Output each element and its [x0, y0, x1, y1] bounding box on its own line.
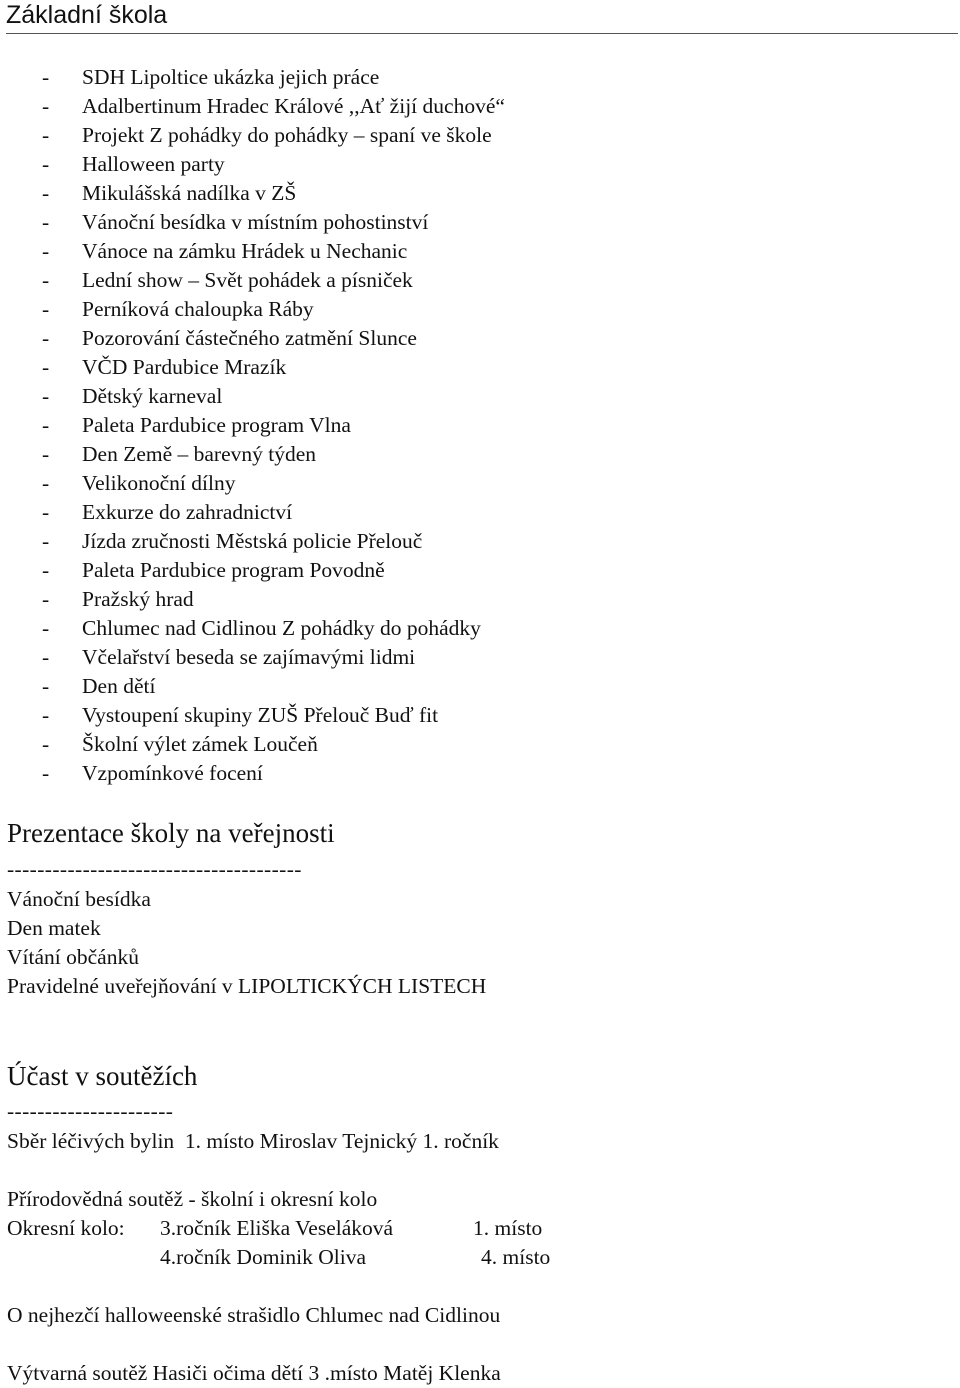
event-text: SDH Lipoltice ukázka jejich práce: [82, 65, 380, 89]
event-text: VČD Pardubice Mrazík: [82, 355, 287, 379]
list-item: [42, 92, 505, 121]
event-text: Vánoce na zámku Hrádek u Nechanic: [82, 239, 408, 263]
list-item: [42, 440, 505, 469]
list-marker: -: [42, 152, 50, 176]
list-marker: -: [42, 94, 50, 118]
list-marker: -: [42, 210, 50, 234]
list-item: [42, 759, 505, 788]
list-item: [42, 150, 505, 179]
event-text: Vystoupení skupiny ZUŠ Přelouč Buď fit: [82, 703, 439, 727]
event-text: Halloween party: [82, 152, 225, 176]
event-text: Včelařství beseda se zajímavými lidmi: [82, 645, 416, 669]
list-marker: -: [42, 500, 50, 524]
list-item: [42, 121, 505, 150]
presentation-divider: ---------------------------------------: [7, 857, 302, 881]
event-text: Jízda zručnosti Městská policie Přelouč: [82, 529, 423, 553]
list-item: [42, 614, 505, 643]
list-item: [42, 527, 505, 556]
event-text: Adalbertinum Hradec Králové ,,Ať žijí duchové“: [82, 94, 505, 118]
event-text: Exkurze do zahradnictví: [82, 500, 293, 524]
list-item: [42, 237, 505, 266]
presentation-item: Vítání občánků: [7, 945, 139, 969]
list-item: [42, 208, 505, 237]
event-text: Paleta Pardubice program Povodně: [82, 558, 385, 582]
list-marker: -: [42, 703, 50, 727]
list-item: [42, 672, 505, 701]
list-marker: -: [42, 181, 50, 205]
list-item: [42, 382, 505, 411]
list-item: [42, 585, 505, 614]
district-label: Okresní kolo:: [7, 1216, 131, 1240]
presentation-item: Den matek: [7, 916, 101, 940]
event-text: Dětský karneval: [82, 384, 223, 408]
list-marker: -: [42, 297, 50, 321]
event-text: Vánoční besídka v místním pohostinství: [82, 210, 429, 234]
presentation-item: Vánoční besídka: [7, 887, 151, 911]
list-marker: -: [42, 268, 50, 292]
list-marker: -: [42, 239, 50, 263]
presentation-item: Pravidelné uveřejňování v LIPOLTICKÝCH LISTECH: [7, 974, 487, 998]
list-item: [42, 353, 505, 382]
list-item: [42, 643, 505, 672]
list-item: [42, 556, 505, 585]
competition-halloween: O nejhezčí halloweenské strašidlo Chlumec nad Cidlinou: [7, 1303, 501, 1327]
list-item: [42, 324, 505, 353]
event-text: Velikonoční dílny: [82, 471, 236, 495]
competitions-title: Účast v soutěžích: [7, 1061, 198, 1091]
list-item: [42, 63, 505, 92]
list-item: [42, 266, 505, 295]
list-marker: -: [42, 645, 50, 669]
list-item: [42, 469, 505, 498]
event-text: Projekt Z pohádky do pohádky – spaní ve škole: [82, 123, 492, 147]
event-text: Pozorování částečného zatmění Slunce: [82, 326, 417, 350]
presentation-title: Prezentace školy na veřejnosti: [7, 818, 335, 848]
event-text: Pražský hrad: [82, 587, 194, 611]
event-text: Školní výlet zámek Loučeň: [82, 732, 318, 756]
list-marker: -: [42, 558, 50, 582]
list-marker: -: [42, 674, 50, 698]
page-title: Základní škola: [6, 0, 958, 34]
list-marker: -: [42, 761, 50, 785]
competition-art: Výtvarná soutěž Hasiči očima dětí 3 .místo Matěj Klenka: [7, 1361, 501, 1385]
competition-science-title: Přírodovědná soutěž - školní i okresní kolo: [7, 1187, 378, 1211]
event-text: Mikulášská nadílka v ZŠ: [82, 181, 297, 205]
list-marker: -: [42, 587, 50, 611]
competitions-divider: ----------------------: [7, 1099, 174, 1123]
list-item: [42, 295, 505, 324]
result-place: 1. místo: [473, 1216, 543, 1240]
list-marker: -: [42, 529, 50, 553]
list-marker: -: [42, 732, 50, 756]
competition-herbs: Sběr léčivých bylin 1. místo Miroslav Tejnický 1. ročník: [7, 1129, 499, 1153]
events-list: [42, 63, 505, 788]
list-marker: -: [42, 616, 50, 640]
event-text: Lední show – Svět pohádek a písniček: [82, 268, 413, 292]
list-marker: -: [42, 326, 50, 350]
list-marker: -: [42, 123, 50, 147]
list-marker: -: [42, 355, 50, 379]
list-marker: -: [42, 442, 50, 466]
event-text: Chlumec nad Cidlinou Z pohádky do pohádky: [82, 616, 481, 640]
event-text: Den dětí: [82, 674, 156, 698]
list-marker: -: [42, 384, 50, 408]
list-item: [42, 411, 505, 440]
result-grade: 4.ročník Dominik Oliva: [160, 1245, 367, 1269]
list-marker: -: [42, 413, 50, 437]
list-item: [42, 179, 505, 208]
list-marker: -: [42, 471, 50, 495]
list-item: [42, 730, 505, 759]
result-grade: 3.ročník Eliška Veseláková: [160, 1216, 394, 1240]
result-place: 4. místo: [481, 1245, 551, 1269]
event-text: Perníková chaloupka Ráby: [82, 297, 314, 321]
list-marker: -: [42, 65, 50, 89]
event-text: Paleta Pardubice program Vlna: [82, 413, 351, 437]
list-item: [42, 498, 505, 527]
event-text: Vzpomínkové focení: [82, 761, 263, 785]
event-text: Den Země – barevný týden: [82, 442, 317, 466]
list-item: [42, 701, 505, 730]
